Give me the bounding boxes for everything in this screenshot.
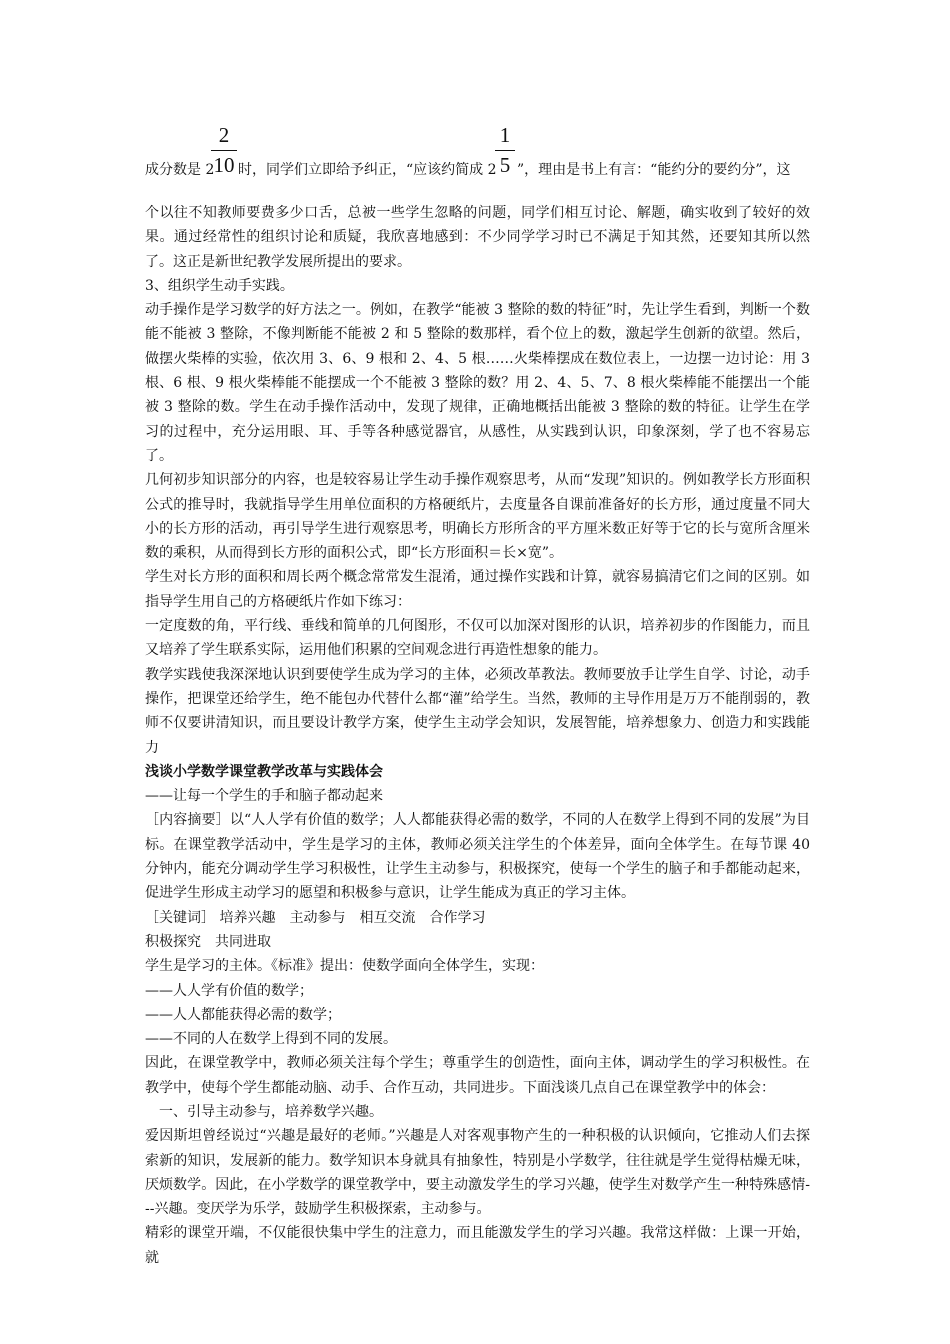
section-heading-hands-on: 3、组织学生动手实践。 [145,277,294,294]
paragraph-geometry: 几何初步知识部分的内容，也是较容易让学生动手操作观察思考，从而“发现”知识的。例如教学长方形面积公式的推导时，我就指导学生用单位面积的方格硬纸片，去度量各自课前准备好的长方形，通过度量不同大小的长方形的活动，再引导学生进行观察思考，明确长方形所含的平方厘米数正好等于它的长与宽所含厘米数的乘积，从而得到长方形的面积公式，即“长方形面积＝长×宽”。 [145,472,810,562]
list-item-valuable-math: ——人人学有价值的数学； [145,982,313,999]
fraction-bar [495,150,515,151]
fraction-denominator: 10 [213,153,235,177]
paragraph-angles: 一定度数的角，平行线、垂线和简单的几何图形，不仅可以加深对图形的认识，培养初步的作图能力，而且又培养了学生联系实际，运用他们积累的空间观念进行再造性想象的能力。 [145,618,810,659]
list-item-different-development: ——不同的人在数学上得到不同的发展。 [145,1031,397,1048]
paragraph-matchsticks: 动手操作是学习数学的好方法之一。例如，在教学“能被 3 整除的数的特征”时，先让学生看到，判断一个数能不能被 3 整除，不像判断能不能被 2 和 5 整除的数那样，看个位上的数，激起学生创新的欲望。然后，做摆火柴棒的实验，依次用 3、6、9 根和 2、4、5 根……火柴棒摆成在数位表上，一边摆一边讨论：用 3 根、6 根、9 根火柴棒能不能摆成一个不能被 3 整除的数？用 2、4、5、7、8 根火柴棒能不能摆出一个能被 3 整除的数。学生在动手操作活动中，发现了规律，正确地概括出能被 3 整除的数的特征。让学生在学习的过程中，充分运用眼、耳、手等各种感觉器官，从感性，从实践到认识，印象深刻，学了也不容易忘了。 [145,302,810,464]
fraction-text-2: 时，同学们立即给予纠正，“应该约简成 2 [238,162,497,178]
fraction-2-10 [211,122,237,177]
abstract: ［内容摘要］以“人人学有价值的数学；人人都能获得必需的数学，不同的人在数学上得到不同的发展”为目标。在课堂教学活动中，学生是学习的主体，教师必须关注学生的个体差异，面向全体学生。在每节课 40 分钟内，能充分调动学生学习积极性，让学生主动参与，积极探究，使每一个学生的脑子和手都能动起来，促进学生形成主动学习的愿望和积极参与意识，让学生能成为真正的学习主体。 [145,812,810,902]
fraction-bar [211,150,237,151]
fraction-text-1: 成分数是 2 [145,162,215,178]
paragraph-lesson-opening: 精彩的课堂开端，不仅能很快集中学生的注意力，而且能激发学生的学习兴趣。我常这样做：上课一开始，就 [145,1225,810,1266]
article-subtitle: ——让每一个学生的手和脑子都动起来 [145,788,383,805]
fraction-numerator: 2 [218,123,230,147]
section-heading-interest: 一、引导主动参与，培养数学兴趣。 [159,1103,383,1120]
fraction-denominator: 5 [499,153,511,177]
keywords: ［关键词］ 培养兴趣 主动参与 相互交流 合作学习 [145,909,486,926]
paragraph-teaching-practice: 教学实践使我深深地认识到要使学生成为学习的主体，必须改革教法。教师要放手让学生自学、讨论，动手操作，把课堂还给学生，绝不能包办代替什么都“灌”给学生。当然，教师的主导作用是万万不能削弱的，教师不仅要讲清知识，而且要设计教学方案，使学生主动学会知识，发展智能，培养想象力、创造力和实践能力 [145,666,810,756]
paragraph-area-perimeter: 学生对长方形的面积和周长两个概念常常发生混淆，通过操作实践和计算，就容易搞清它们之间的区别。如指导学生用自己的方格硬纸片作如下练习： [145,569,810,610]
paragraph-einstein: 爱因斯坦曾经说过“兴趣是最好的老师。”兴趣是人对客观事物产生的一种积极的认识倾向，它推动人们去探索新的知识，发展新的能力。数学知识本身就具有抽象性，特别是小学数学，往往就是学生觉得枯燥无味，厌烦数学。因此，在小学数学的课堂教学中，要主动激发学生的学习兴趣，使学生对数学产生一种特殊感情---兴趣。变厌学为乐学，鼓励学生积极探索，主动参与。 [145,1128,810,1218]
paragraph-discussion: 个以往不知教师要费多少口舌，总被一些学生忽略的问题，同学们相互讨论、解题，确实收到了较好的效果。通过经常性的组织讨论和质疑，我欣喜地感到：不少同学学习时已不满足于知其然，还要知其所以然了。这正是新世纪教学发展所提出的要求。 [145,205,810,270]
document-body [145,201,810,1270]
fraction-numerator: 1 [499,123,511,147]
paragraph-therefore: 因此，在课堂教学中，教师必须关注每个学生；尊重学生的创造性，面向主体，调动学生的学习积极性。在教学中，使每个学生都能动脑、动手、合作互动，共同进步。下面浅谈几点自己在课堂教学中的体会： [145,1055,810,1096]
paragraph-student-subject: 学生是学习的主体。《标准》提出：使数学面向全体学生，实现： [145,958,544,975]
fraction-1-5 [495,122,515,177]
list-item-necessary-math: ——人人都能获得必需的数学； [145,1006,341,1023]
fraction-sentence [145,120,815,190]
keywords-continued: 积极探究 共同进取 [145,933,271,950]
fraction-text-3: ”，理由是书上有言：“能约分的要约分”，这 [517,162,791,178]
article-title: 浅谈小学数学课堂教学改革与实践体会 [145,763,383,780]
